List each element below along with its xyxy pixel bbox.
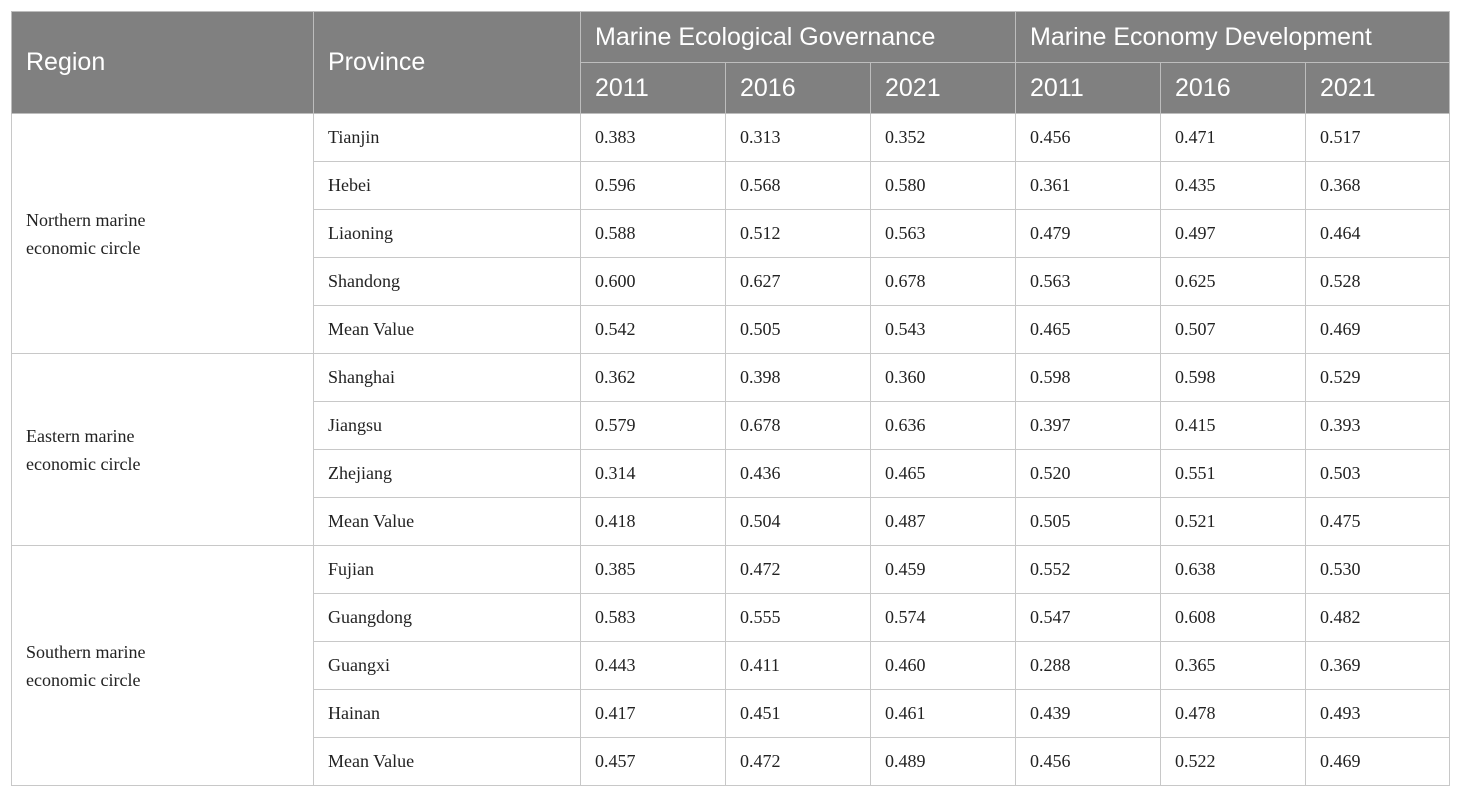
value-cell: 0.608 [1161, 594, 1306, 642]
value-cell: 0.625 [1161, 258, 1306, 306]
value-cell: 0.288 [1016, 642, 1161, 690]
value-cell: 0.512 [726, 210, 871, 258]
value-cell: 0.456 [1016, 114, 1161, 162]
region-cell [12, 354, 314, 546]
region-name-line: economic circle [26, 453, 141, 474]
value-cell: 0.521 [1161, 498, 1306, 546]
province-cell: Hainan [314, 690, 581, 738]
table-header [12, 12, 1450, 114]
region-cell [12, 546, 314, 786]
value-cell: 0.482 [1306, 594, 1450, 642]
header-province: Province [314, 12, 581, 114]
value-cell: 0.368 [1306, 162, 1450, 210]
value-cell: 0.542 [581, 306, 726, 354]
value-cell: 0.418 [581, 498, 726, 546]
table-row [12, 114, 1450, 162]
province-cell: Shanghai [314, 354, 581, 402]
value-cell: 0.583 [581, 594, 726, 642]
value-cell: 0.472 [726, 738, 871, 786]
value-cell: 0.555 [726, 594, 871, 642]
province-cell: Liaoning [314, 210, 581, 258]
value-cell: 0.398 [726, 354, 871, 402]
region-name-line: economic circle [26, 237, 141, 258]
table-row [12, 354, 1450, 402]
value-cell: 0.383 [581, 114, 726, 162]
value-cell: 0.627 [726, 258, 871, 306]
value-cell: 0.472 [726, 546, 871, 594]
value-cell: 0.507 [1161, 306, 1306, 354]
value-cell: 0.451 [726, 690, 871, 738]
value-cell: 0.678 [726, 402, 871, 450]
table-body [12, 114, 1450, 786]
value-cell: 0.563 [1016, 258, 1161, 306]
value-cell: 0.552 [1016, 546, 1161, 594]
province-cell: Zhejiang [314, 450, 581, 498]
header-year: 2011 [581, 63, 726, 114]
value-cell: 0.522 [1161, 738, 1306, 786]
value-cell: 0.551 [1161, 450, 1306, 498]
province-cell: Mean Value [314, 738, 581, 786]
value-cell: 0.461 [871, 690, 1016, 738]
value-cell: 0.456 [1016, 738, 1161, 786]
header-group-ecological-governance: Marine Ecological Governance [581, 12, 1016, 63]
value-cell: 0.435 [1161, 162, 1306, 210]
value-cell: 0.503 [1306, 450, 1450, 498]
value-cell: 0.469 [1306, 738, 1450, 786]
header-year: 2016 [726, 63, 871, 114]
value-cell: 0.362 [581, 354, 726, 402]
value-cell: 0.504 [726, 498, 871, 546]
province-cell: Tianjin [314, 114, 581, 162]
value-cell: 0.469 [1306, 306, 1450, 354]
value-cell: 0.360 [871, 354, 1016, 402]
value-cell: 0.505 [726, 306, 871, 354]
value-cell: 0.365 [1161, 642, 1306, 690]
value-cell: 0.352 [871, 114, 1016, 162]
province-cell: Shandong [314, 258, 581, 306]
header-group-economy-development: Marine Economy Development [1016, 12, 1450, 63]
value-cell: 0.528 [1306, 258, 1450, 306]
province-cell: Mean Value [314, 306, 581, 354]
province-cell: Guangxi [314, 642, 581, 690]
value-cell: 0.598 [1016, 354, 1161, 402]
value-cell: 0.489 [871, 738, 1016, 786]
value-cell: 0.487 [871, 498, 1016, 546]
header-year: 2011 [1016, 63, 1161, 114]
value-cell: 0.471 [1161, 114, 1306, 162]
value-cell: 0.475 [1306, 498, 1450, 546]
header-year: 2016 [1161, 63, 1306, 114]
value-cell: 0.505 [1016, 498, 1161, 546]
value-cell: 0.465 [1016, 306, 1161, 354]
value-cell: 0.397 [1016, 402, 1161, 450]
value-cell: 0.547 [1016, 594, 1161, 642]
value-cell: 0.411 [726, 642, 871, 690]
value-cell: 0.313 [726, 114, 871, 162]
region-name-line: Northern marine [26, 209, 146, 230]
value-cell: 0.580 [871, 162, 1016, 210]
header-region: Region [12, 12, 314, 114]
value-cell: 0.530 [1306, 546, 1450, 594]
value-cell: 0.598 [1161, 354, 1306, 402]
value-cell: 0.436 [726, 450, 871, 498]
value-cell: 0.600 [581, 258, 726, 306]
value-cell: 0.465 [871, 450, 1016, 498]
value-cell: 0.588 [581, 210, 726, 258]
region-name-line: Eastern marine [26, 425, 135, 446]
value-cell: 0.568 [726, 162, 871, 210]
value-cell: 0.596 [581, 162, 726, 210]
value-cell: 0.497 [1161, 210, 1306, 258]
value-cell: 0.439 [1016, 690, 1161, 738]
value-cell: 0.563 [871, 210, 1016, 258]
table-row [12, 546, 1450, 594]
value-cell: 0.361 [1016, 162, 1161, 210]
value-cell: 0.520 [1016, 450, 1161, 498]
value-cell: 0.385 [581, 546, 726, 594]
value-cell: 0.493 [1306, 690, 1450, 738]
value-cell: 0.459 [871, 546, 1016, 594]
value-cell: 0.638 [1161, 546, 1306, 594]
value-cell: 0.460 [871, 642, 1016, 690]
value-cell: 0.369 [1306, 642, 1450, 690]
region-name-line: economic circle [26, 669, 141, 690]
region-cell [12, 114, 314, 354]
header-year: 2021 [1306, 63, 1450, 114]
province-cell: Guangdong [314, 594, 581, 642]
value-cell: 0.464 [1306, 210, 1450, 258]
value-cell: 0.517 [1306, 114, 1450, 162]
province-cell: Hebei [314, 162, 581, 210]
value-cell: 0.479 [1016, 210, 1161, 258]
province-cell: Mean Value [314, 498, 581, 546]
province-cell: Jiangsu [314, 402, 581, 450]
value-cell: 0.478 [1161, 690, 1306, 738]
value-cell: 0.636 [871, 402, 1016, 450]
value-cell: 0.543 [871, 306, 1016, 354]
value-cell: 0.678 [871, 258, 1016, 306]
province-cell: Fujian [314, 546, 581, 594]
value-cell: 0.393 [1306, 402, 1450, 450]
value-cell: 0.417 [581, 690, 726, 738]
value-cell: 0.314 [581, 450, 726, 498]
region-name-line: Southern marine [26, 641, 146, 662]
value-cell: 0.415 [1161, 402, 1306, 450]
value-cell: 0.529 [1306, 354, 1450, 402]
data-table [11, 11, 1450, 786]
value-cell: 0.457 [581, 738, 726, 786]
value-cell: 0.443 [581, 642, 726, 690]
value-cell: 0.574 [871, 594, 1016, 642]
header-year: 2021 [871, 63, 1016, 114]
value-cell: 0.579 [581, 402, 726, 450]
